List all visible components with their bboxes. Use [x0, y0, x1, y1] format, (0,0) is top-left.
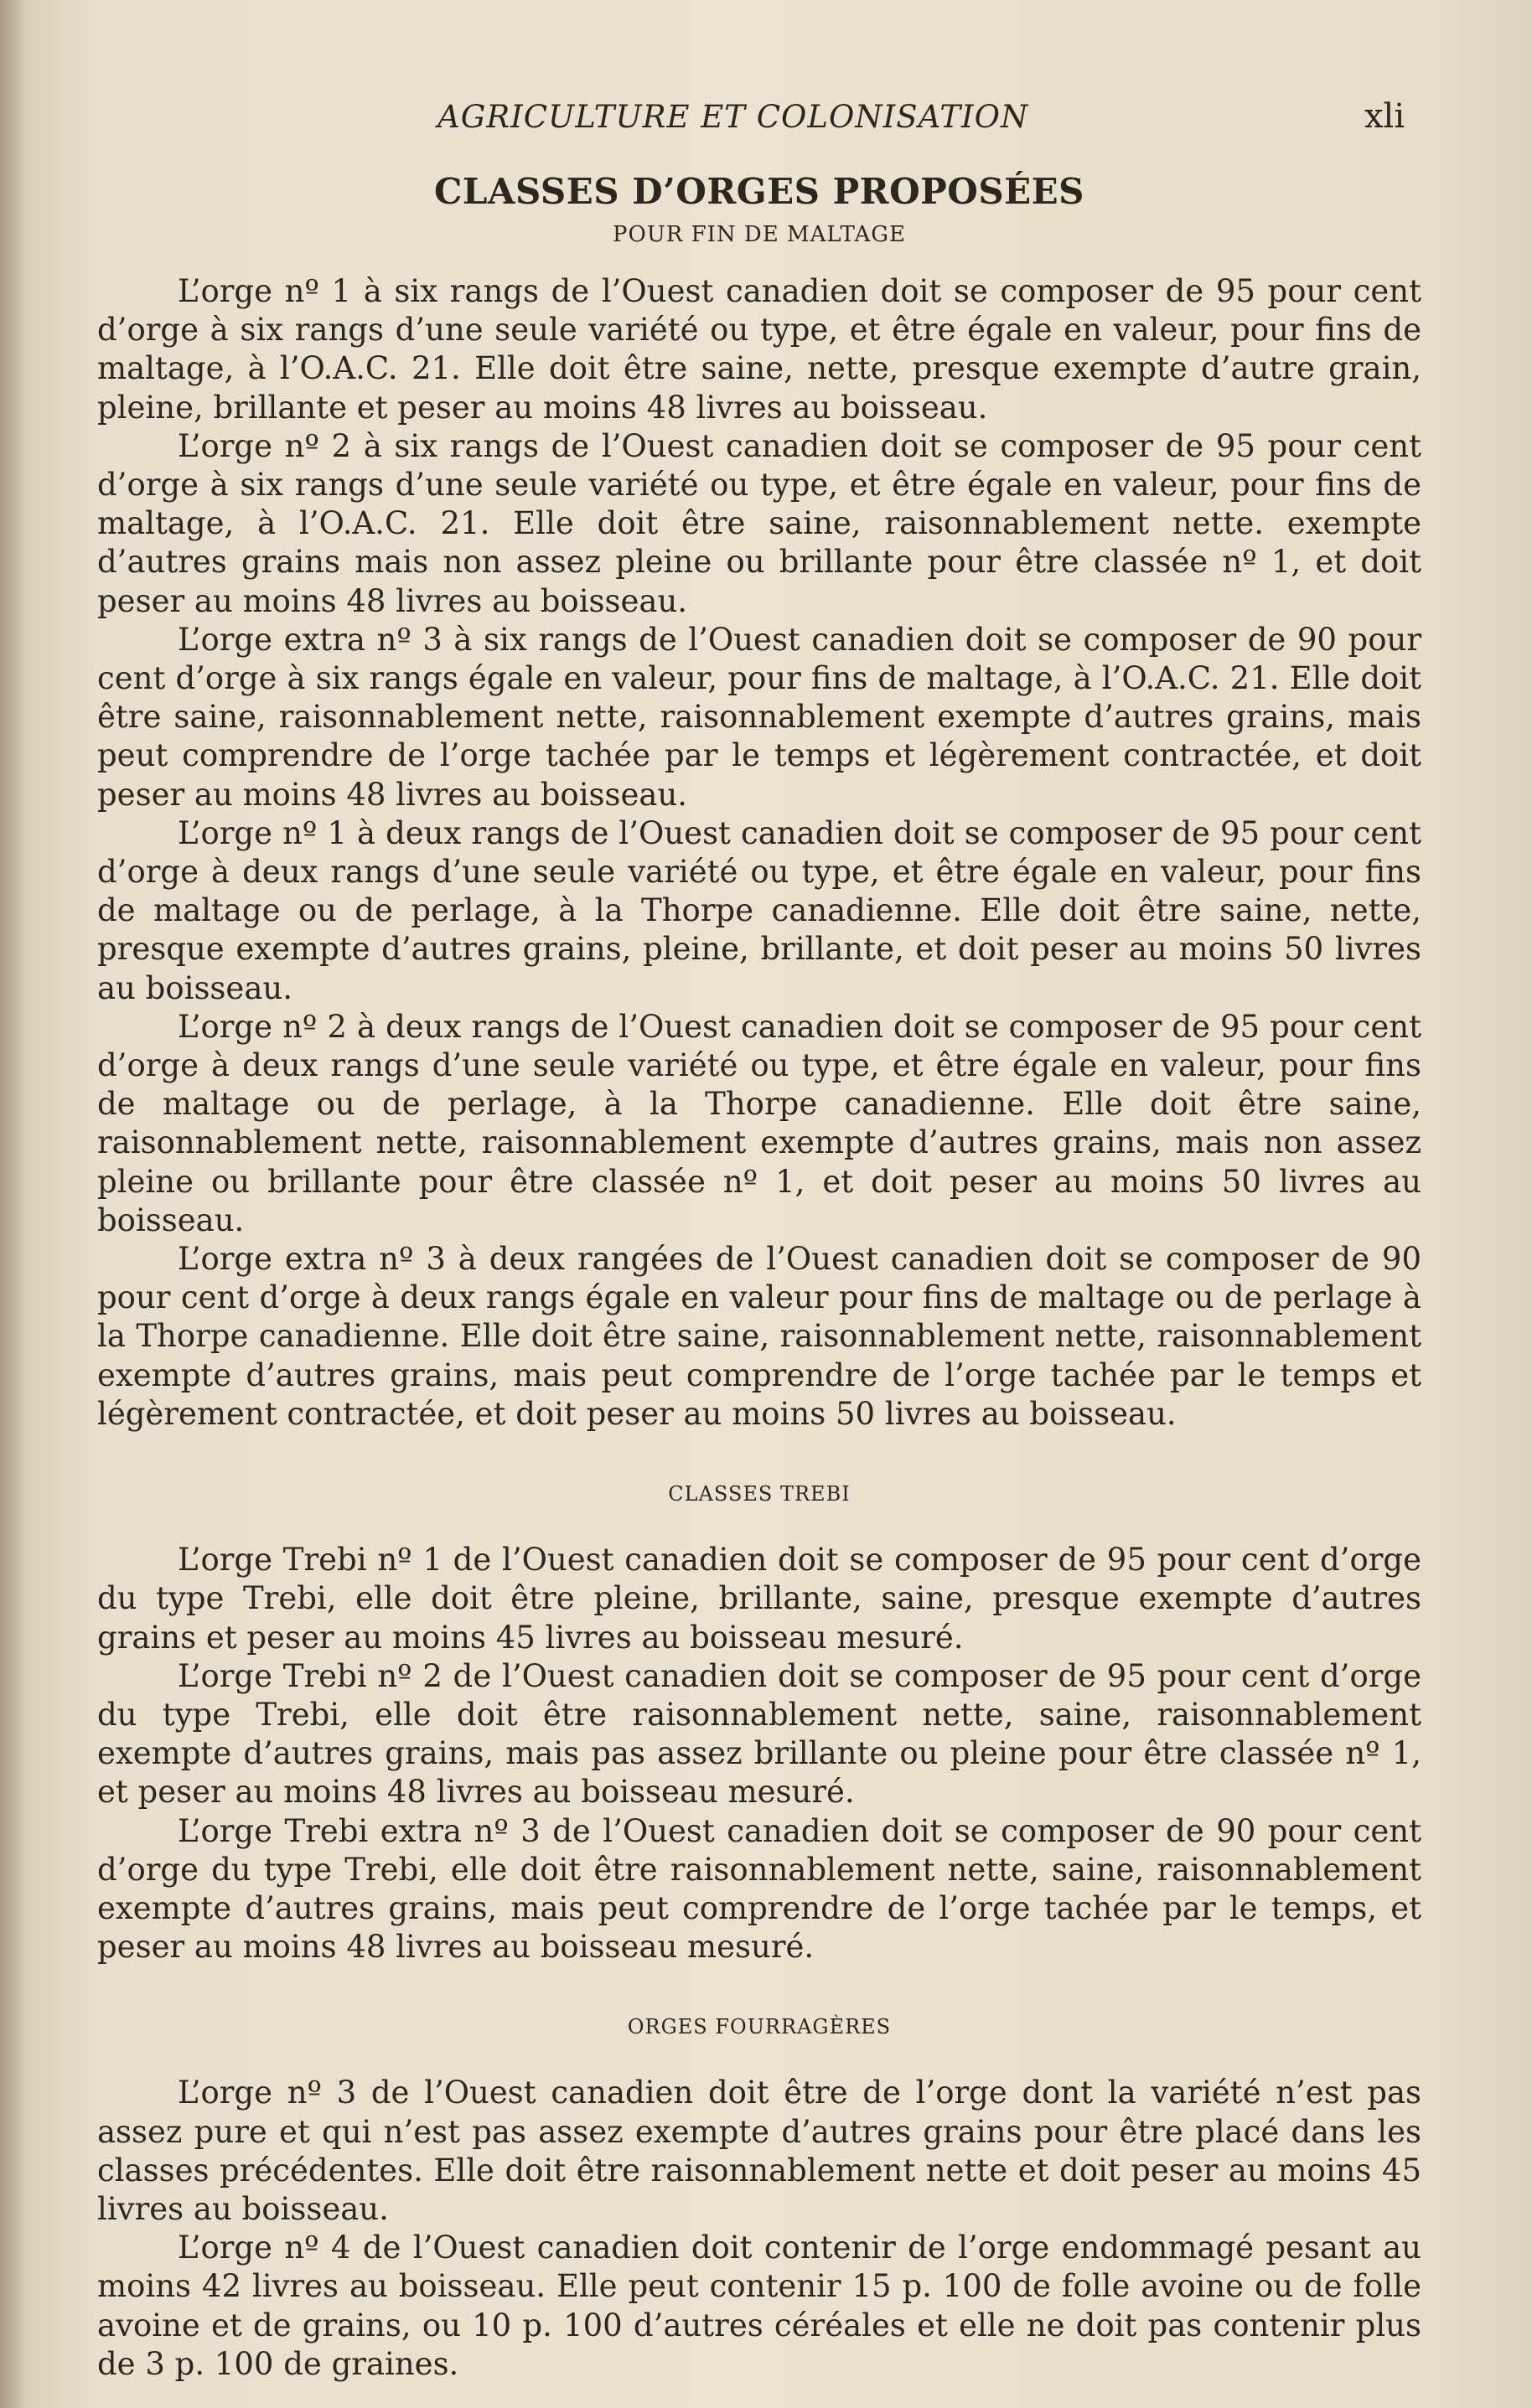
heading-orges-fourrageres: ORGES FOURRAGÈRES [627, 2015, 892, 2039]
book-spine-shadow [0, 0, 25, 2408]
page-number: xli [1364, 97, 1405, 136]
paragraph-feed-no3: L’orge nº 3 de l’Ouest canadien doit être de l’orge dont la variété n’est pas assez pure et qui n’est pas assez exempte d’autres grains pour être placé dans les classes précédentes. Elle doit être raisonnablement nette et doit peser au moins 45 livres au boisseau. [97, 2075, 1421, 2227]
running-title: AGRICULTURE ET COLONISATION [437, 99, 1029, 135]
section-title: CLASSES D’ORGES PROPOSÉES [433, 171, 1085, 212]
paragraph-trebi-no2: L’orge Trebi nº 2 de l’Ouest canadien doit se composer de 95 pour cent d’orge du type Trebi, elle doit être raisonnablement nette, saine, raisonnablement exempte d’autres grains, mais pas assez brillante ou pleine pour être classée nº 1, et peser au moins 48 livres au boisseau mesuré. [97, 1657, 1421, 1811]
section-subtitle: POUR FIN DE MALTAGE [613, 222, 906, 247]
paragraph-two-row-extra-no3: L’orge extra nº 3 à deux rangées de l’Ouest canadien doit se composer de 90 pour cent d’orge à deux rangs égale en valeur pour fins de maltage ou de perlage à la Thorpe canadienne. Elle doit être saine, raisonnablement nette, raisonnablement exempte d’autres grains, mais peut comprendre de l’orge tachée par le temps et légèrement contractée, et doit peser au moins 50 livres au boisseau. [97, 1241, 1421, 1432]
heading-classes-trebi: CLASSES TREBI [668, 1482, 851, 1506]
paragraph-six-row-no2: L’orge nº 2 à six rangs de l’Ouest canadien doit se composer de 95 pour cent d’orge à six rangs d’une seule variété ou type, et être égale en valeur, pour fins de maltage, à l’O.A.C. 21. Elle doit être saine, raisonnablement nette. exempte d’autres grains mais non assez pleine ou brillante pour être classée nº 1, et doit peser au moins 48 livres au boisseau. [97, 427, 1421, 619]
page-header [0, 99, 1532, 149]
paragraph-trebi-no1: L’orge Trebi nº 1 de l’Ouest canadien doit se composer de 95 pour cent d’orge du type Trebi, elle doit être pleine, brillante, saine, presque exempte d’autres grains et peser au moins 45 livres au boisseau mesuré. [97, 1542, 1421, 1656]
paragraph-two-row-no1: L’orge nº 1 à deux rangs de l’Ouest canadien doit se composer de 95 pour cent d’orge à deux rangs d’une seule variété ou type, et être égale en valeur, pour fins de maltage ou de perlage, à la Thorpe canadienne. Elle doit être saine, nette, presque exempte d’autres grains, pleine, brillante, et doit peser au moins 50 livres au boisseau. [97, 814, 1421, 1006]
paragraph-feed-no4: L’orge nº 4 de l’Ouest canadien doit contenir de l’orge endommagé pesant au moins 42 livres au boisseau. Elle peut contenir 15 p. 100 de folle avoine ou de folle avoine et de grains, ou 10 p. 100 d’autres céréales et elle ne doit pas contenir plus de 3 p. 100 de graines. [97, 2230, 1421, 2382]
page-content [97, 171, 1421, 2384]
paragraph-two-row-no2: L’orge nº 2 à deux rangs de l’Ouest canadien doit se composer de 95 pour cent d’orge à deux rangs d’une seule variété ou type, et être égale en valeur, pour fins de maltage ou de perlage, à la Thorpe canadienne. Elle doit être saine, raisonnablement nette, raisonnablement exempte d’autres grains, mais non assez pleine ou brillante pour être classée nº 1, et doit peser au moins 50 livres au boisseau. [97, 1008, 1421, 1238]
paragraph-six-row-extra-no3: L’orge extra nº 3 à six rangs de l’Ouest canadien doit se composer de 90 pour cent d’orge à six rangs égale en valeur, pour fins de maltage, à l’O.A.C. 21. Elle doit être saine, raisonnablement nette, raisonnablement exempte d’autres grains, mais peut comprendre de l’orge tachée par le temps et légèrement contractée, et doit peser au moins 48 livres au boisseau. [97, 621, 1421, 813]
paragraph-trebi-extra-no3: L’orge Trebi extra nº 3 de l’Ouest canadien doit se composer de 90 pour cent d’orge du type Trebi, elle doit être raisonnablement nette, saine, raisonnablement exempte d’autres grains, mais peut comprendre de l’orge tachée par le temps, et peser au moins 48 livres au boisseau mesuré. [97, 1812, 1421, 1966]
paragraph-six-row-no1: L’orge nº 1 à six rangs de l’Ouest canadien doit se composer de 95 pour cent d’orge à six rangs d’une seule variété ou type, et être égale en valeur, pour fins de maltage, à l’O.A.C. 21. Elle doit être saine, nette, presque exempte d’autre grain, pleine, brillante et peser au moins 48 livres au boisseau. [97, 273, 1421, 426]
